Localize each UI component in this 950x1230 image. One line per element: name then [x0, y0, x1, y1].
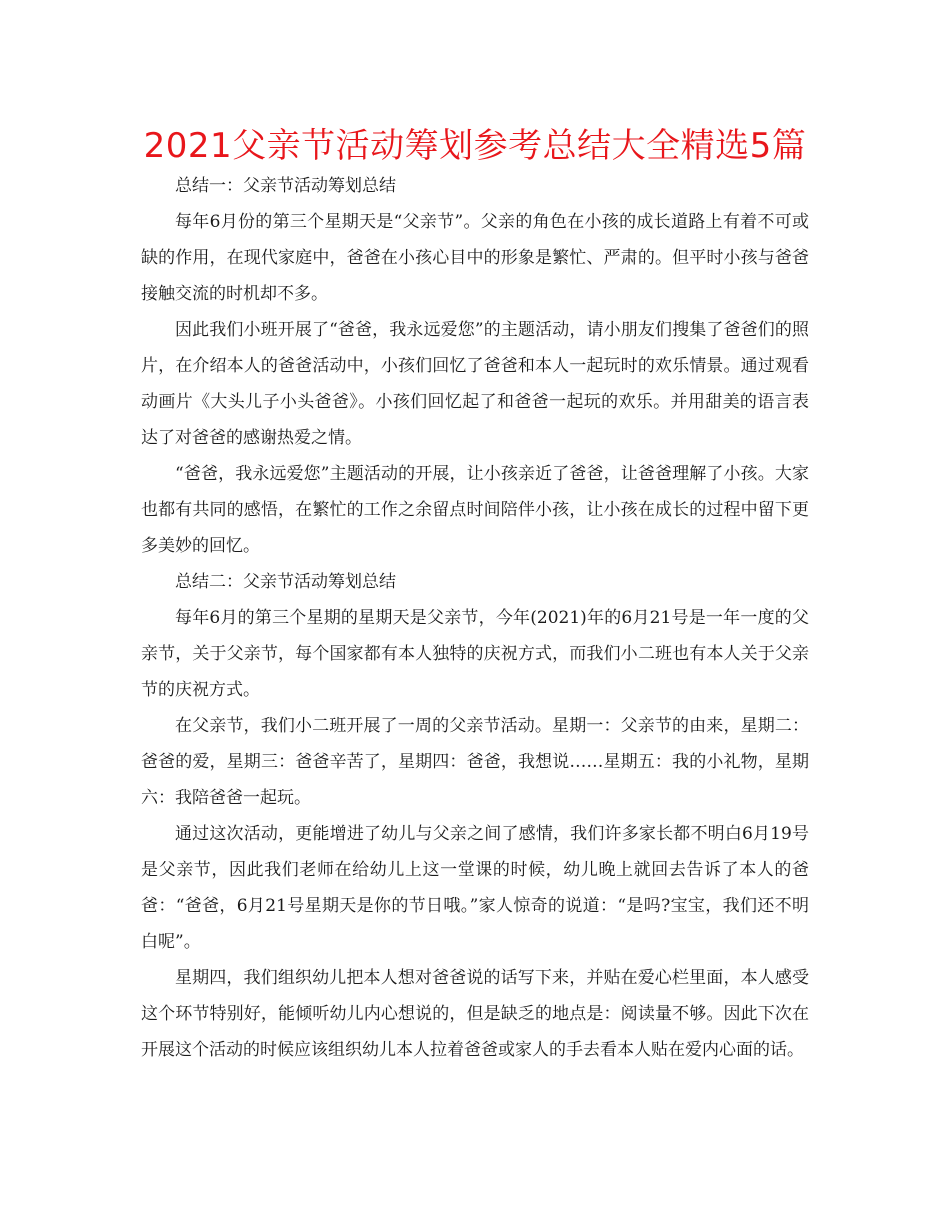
document-title: 2021父亲节活动筹划参考总结大全精选5篇	[143, 126, 807, 166]
paragraph: 因此我们小班开展了“爸爸，我永远爱您”的主题活动，请小朋友们搜集了爸爸们的照片，在介绍本人的爸爸活动中，小孩们回忆了爸爸和本人一起玩时的欢乐情景。通过观看动画片《大头儿子小头爸爸》。小孩们回忆起了和爸爸一起玩的欢乐。并用甜美的语言表达了对爸爸的感谢热爱之情。	[141, 320, 809, 448]
paragraph: 每年6月的第三个星期的星期天是父亲节，今年(2021)年的6月21号是一年一度的父亲节，关于父亲节，每个国家都有本人独特的庆祝方式，而我们小二班也有本人关于父亲节的庆祝方式。	[141, 608, 809, 700]
paragraph: 星期四，我们组织幼儿把本人想对爸爸说的话写下来，并贴在爱心栏里面，本人感受这个环节特别好，能倾听幼儿内心想说的，但是缺乏的地点是：阅读量不够。因此下次在开展这个活动的时候应该组织幼儿本人拉着爸爸或家人的手去看本人贴在爱内心面的话。	[141, 968, 809, 1060]
paragraph: 在父亲节，我们小二班开展了一周的父亲节活动。星期一：父亲节的由来，星期二：爸爸的爱，星期三：爸爸辛苦了，星期四：爸爸，我想说……星期五：我的小礼物，星期六：我陪爸爸一起玩。	[141, 716, 809, 808]
section-heading-2: 总结二：父亲节活动筹划总结	[175, 572, 396, 592]
paragraph: 每年6月份的第三个星期天是“父亲节”。父亲的角色在小孩的成长道路上有着不可或缺的作用，在现代家庭中，爸爸在小孩心目中的形象是繁忙、严肃的。但平时小孩与爸爸接触交流的时机却不多。	[141, 212, 809, 304]
paragraph: “爸爸，我永远爱您”主题活动的开展，让小孩亲近了爸爸，让爸爸理解了小孩。大家也都有共同的感悟，在繁忙的工作之余留点时间陪伴小孩，让小孩在成长的过程中留下更多美妙的回忆。	[141, 464, 809, 556]
section-heading-1: 总结一：父亲节活动筹划总结	[175, 176, 396, 196]
paragraph: 通过这次活动，更能增进了幼儿与父亲之间了感情，我们许多家长都不明白6月19号是父亲节，因此我们老师在给幼儿上这一堂课的时候，幼儿晚上就回去告诉了本人的爸爸：“爸爸，6月21号星期天是你的节日哦。”家人惊奇的说道：“是吗?宝宝，我们还不明白呢”。	[141, 824, 809, 952]
document-body	[141, 168, 809, 1068]
